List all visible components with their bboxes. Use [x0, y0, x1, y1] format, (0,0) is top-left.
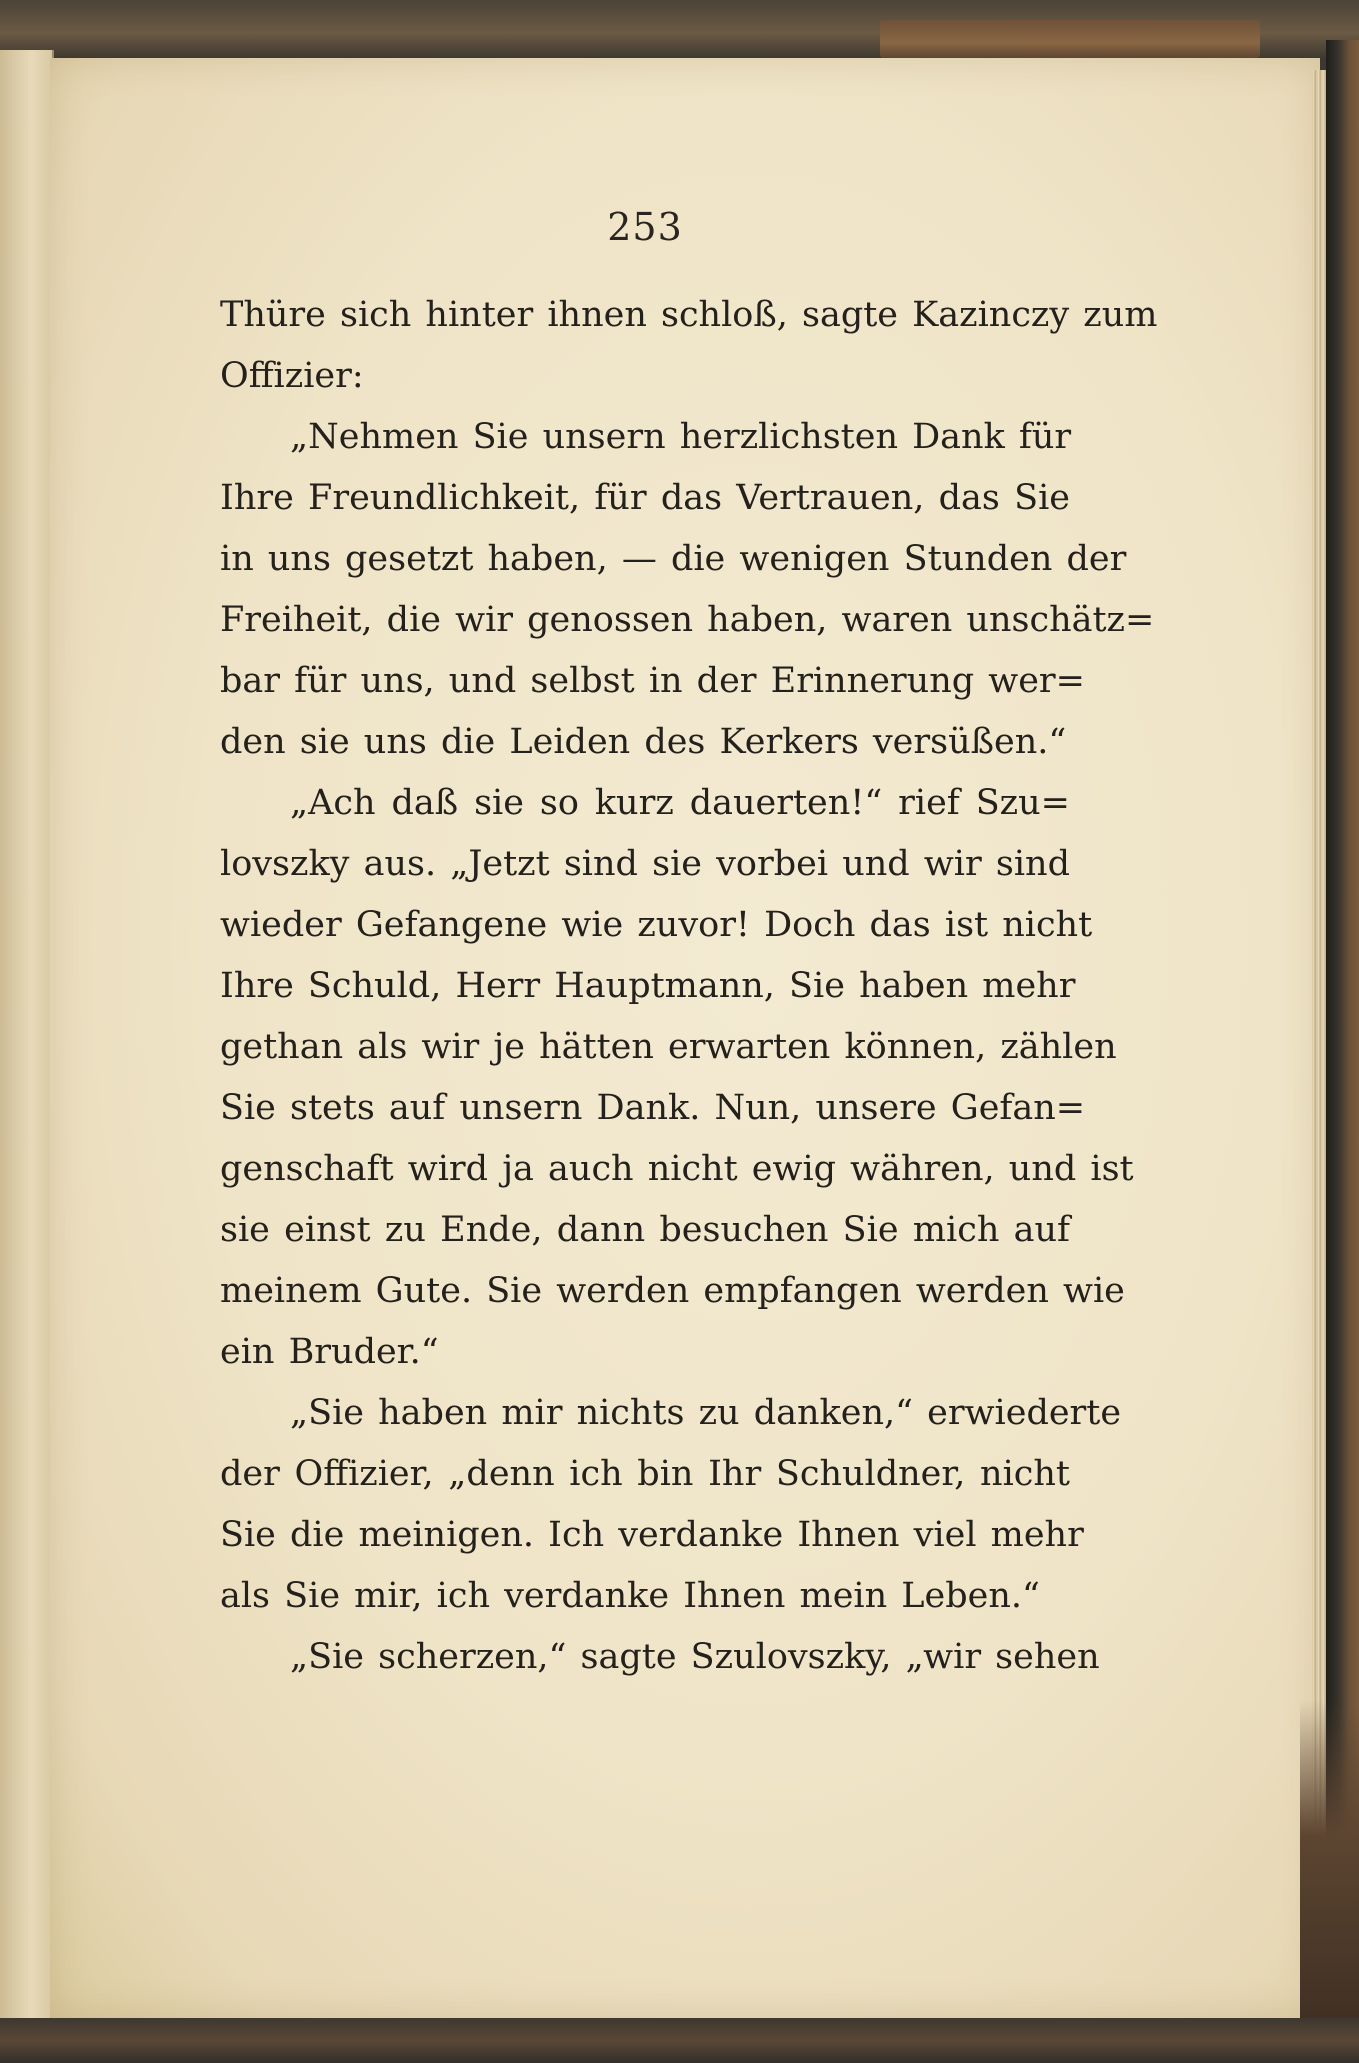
text-line: Ihre Schuld, Herr Hauptmann, Sie haben mehr — [220, 966, 1076, 1006]
body-text — [220, 285, 1158, 1688]
text-line: der Offizier, „denn ich bin Ihr Schuldner, nicht — [220, 1454, 1070, 1494]
text-line: bar für uns, und selbst in der Erinnerung wer= — [220, 661, 1085, 701]
text-line: „Sie haben mir nichts zu danken,“ erwiederte — [290, 1393, 1122, 1433]
text-line: meinem Gute. Sie werden empfangen werden wie — [220, 1271, 1125, 1311]
text-line: wieder Gefangene wie zuvor! Doch das ist nicht — [220, 905, 1093, 945]
text-line: Thüre sich hinter ihnen schloß, sagte Kazinczy zum — [220, 295, 1158, 335]
text-line: lovszky aus. „Jetzt sind sie vorbei und wir sind — [220, 844, 1070, 884]
text-line: als Sie mir, ich verdanke Ihnen mein Leben.“ — [220, 1576, 1040, 1616]
text-line: Ihre Freundlichkeit, für das Vertrauen, das Sie — [220, 478, 1070, 518]
text-line: genschaft wird ja auch nicht ewig währen, und ist — [220, 1149, 1134, 1189]
text-line: sie einst zu Ende, dann besuchen Sie mich auf — [220, 1210, 1070, 1250]
facing-page-edge — [0, 50, 54, 2040]
text-line: den sie uns die Leiden des Kerkers versüßen.“ — [220, 722, 1067, 762]
text-line: „Sie scherzen,“ sagte Szulovszky, „wir sehen — [290, 1637, 1100, 1677]
text-line: „Ach daß sie so kurz dauerten!“ rief Szu= — [290, 783, 1070, 823]
binding-bottom-edge — [0, 2018, 1359, 2063]
text-line: ein Bruder.“ — [220, 1332, 439, 1372]
text-line: Offizier: — [220, 356, 364, 396]
page-number: 253 — [607, 205, 683, 249]
text-line: „Nehmen Sie unsern herzlichsten Dank für — [290, 417, 1072, 457]
text-line: in uns gesetzt haben, — die wenigen Stunden der — [220, 539, 1127, 579]
text-line: gethan als wir je hätten erwarten können, zählen — [220, 1027, 1117, 1067]
cover-corner — [1300, 1700, 1359, 2040]
binding-tape — [880, 20, 1260, 58]
text-line: Freiheit, die wir genossen haben, waren unschätz= — [220, 600, 1155, 640]
text-line: Sie stets auf unsern Dank. Nun, unsere Gefan= — [220, 1088, 1086, 1128]
text-line: Sie die meinigen. Ich verdanke Ihnen viel mehr — [220, 1515, 1084, 1555]
